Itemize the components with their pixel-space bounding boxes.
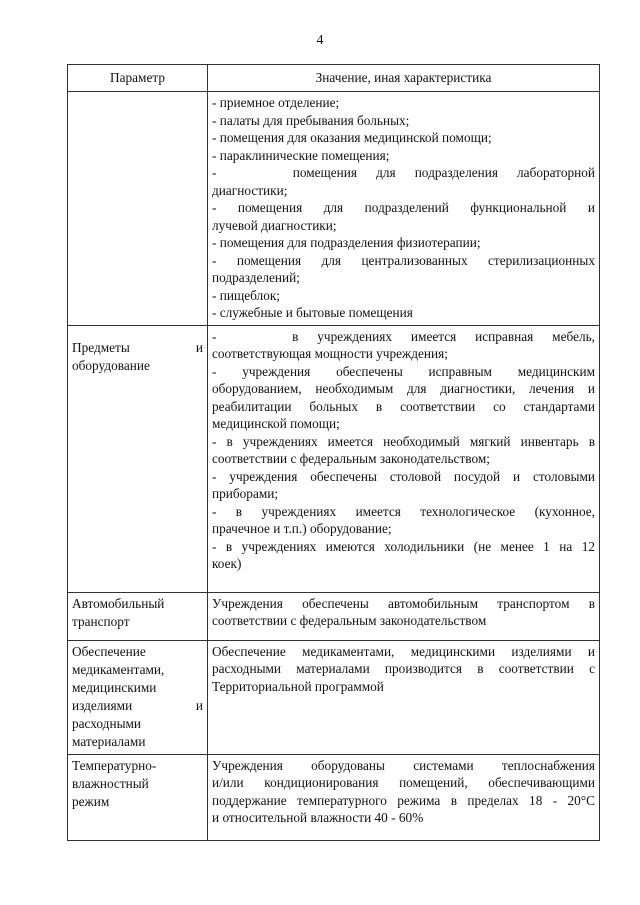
value-line: - в учреждениях имеется технологическое (кухонное, xyxy=(212,503,595,519)
param-word: и xyxy=(195,339,203,355)
value-line: прачечное и т.п.) оборудование; xyxy=(212,521,392,536)
value-line: Обеспечение медикаментами, медицинскими изделиями и xyxy=(212,643,595,659)
page-number: 4 xyxy=(316,33,324,48)
value-line: - помещения для подразделения физиотерапии; xyxy=(212,235,481,250)
table-row xyxy=(68,92,600,326)
param-line: Обеспечение xyxy=(72,643,146,659)
value-line: - пищеблок; xyxy=(212,287,280,303)
value-line: - помещения для централизованных стерилизационных xyxy=(212,252,595,268)
value-line: - служебные и бытовые помещения xyxy=(212,305,413,320)
value-line: реабилитации больных в соответствии со стандартами xyxy=(212,398,595,414)
param-line: расходными xyxy=(72,715,142,731)
param-line: медикаментами, xyxy=(72,661,165,677)
param-line xyxy=(72,697,203,715)
value-line: - в учреждениях имеется необходимый мягкий инвентарь в xyxy=(212,433,595,449)
value-line: Учреждения обеспечены автомобильным транспортом в xyxy=(212,595,595,611)
param-line: транспорт xyxy=(72,613,130,629)
param-word: изделиями xyxy=(72,697,133,713)
table-row xyxy=(68,754,600,840)
param-line: материалами xyxy=(72,733,146,749)
param-line: оборудование xyxy=(72,357,150,373)
value-line: коек) xyxy=(212,556,242,571)
value-line: - в учреждениях имеются холодильники (не менее 1 на 12 xyxy=(212,538,595,554)
row-parameter xyxy=(68,640,208,754)
table-header-row xyxy=(68,65,600,92)
param-word: и xyxy=(195,697,203,713)
value-line: Территориальной программой xyxy=(212,678,384,694)
value-line: и/или кондиционирования помещений, обеспечивающими xyxy=(212,775,595,790)
row-parameter xyxy=(68,92,208,326)
row-parameter xyxy=(68,592,208,640)
param-line: Автомобильный xyxy=(72,595,165,611)
value-line: приборами; xyxy=(212,486,279,501)
value-line: - помещения для подразделения лабораторной xyxy=(212,165,595,180)
value-line: соответствии с федеральным законодательством xyxy=(212,613,487,628)
value-line: - учреждения обеспечены столовой посудой и столовыми xyxy=(212,468,595,484)
row-value xyxy=(208,640,600,754)
value-line: расходными материалами производится в соответствии с xyxy=(212,661,595,676)
row-value xyxy=(208,325,600,592)
row-value xyxy=(208,592,600,640)
param-word: Предметы xyxy=(72,339,130,355)
row-value xyxy=(208,754,600,840)
value-line: поддержание температурного режима в пределах 18 - 20°С xyxy=(212,792,595,808)
row-value xyxy=(208,92,600,326)
value-line: диагностики; xyxy=(212,182,288,198)
value-line: - приемное отделение; xyxy=(212,95,340,110)
value-line: лучевой диагностики; xyxy=(212,217,337,233)
value-line: - палаты для пребывания больных; xyxy=(212,112,410,128)
header-value: Значение, иная характеристика xyxy=(208,65,600,92)
value-line: медицинской помощи; xyxy=(212,416,340,431)
row-parameter xyxy=(68,325,208,592)
value-line: - помещения для подразделений функциональной и xyxy=(212,200,595,215)
row-parameter xyxy=(68,754,208,840)
table-row xyxy=(68,640,600,754)
header-parameter: Параметр xyxy=(68,65,208,92)
value-line: подразделений; xyxy=(212,270,300,285)
value-line: соответствующая мощности учреждения; xyxy=(212,346,448,361)
param-line: влажностный xyxy=(72,775,149,791)
value-line: оборудованием, необходимым для диагностики, лечения и xyxy=(212,381,595,396)
param-line: медицинскими xyxy=(72,679,157,695)
param-line: Температурно- xyxy=(72,757,157,773)
value-line: - учреждения обеспечены исправным медицинским xyxy=(212,363,595,379)
table-row xyxy=(68,592,600,640)
value-line: и относительной влажности 40 - 60% xyxy=(212,810,424,825)
parameters-table xyxy=(67,64,600,841)
table-row xyxy=(68,325,600,592)
value-line: - помещения для оказания медицинской помощи; xyxy=(212,130,492,145)
value-line: Учреждения оборудованы системами теплоснабжения xyxy=(212,757,595,773)
value-line: - в учреждениях имеется исправная мебель, xyxy=(212,328,595,344)
param-line xyxy=(72,339,203,357)
value-line: - параклинические помещения; xyxy=(212,147,390,163)
param-line: режим xyxy=(72,793,110,809)
value-line: соответствии с федеральным законодательством; xyxy=(212,451,490,466)
